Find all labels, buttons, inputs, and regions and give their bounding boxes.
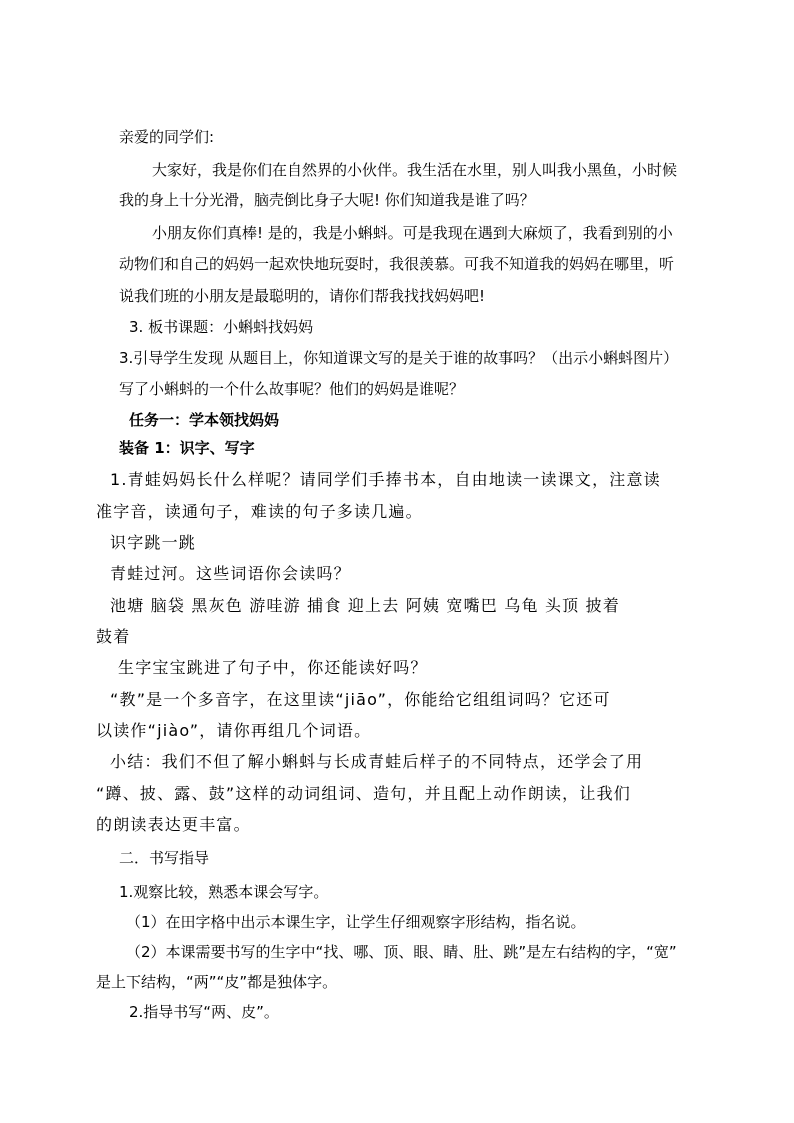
letter-paragraph-2-line-3: 说我们班的小朋友是最聪明的，请你们帮我找找妈妈吧! bbox=[119, 287, 486, 305]
step-guide-line-1: 3.引导学生发现 从题目上，你知道课文写的是关于谁的故事吗？（出示小蝌蚪图片） bbox=[119, 349, 679, 367]
equip-1-heading: 装备 1：识字、写字 bbox=[119, 439, 255, 457]
letter-paragraph-2-line-2: 动物们和自己的妈妈一起欢快地玩耍时，我很羡慕。可我不知道我的妈妈在哪里，听 bbox=[119, 255, 675, 273]
step-guide-line-2: 写了小蝌蚪的一个什么故事呢？他们的妈妈是谁呢？ bbox=[119, 380, 465, 398]
summary-line-3: 的朗读表达更丰富。 bbox=[96, 815, 251, 834]
step-board-title: 3. 板书课题：小蝌蚪找妈妈 bbox=[129, 318, 314, 336]
sentence-reading-line: 生字宝宝跳进了句子中，你还能读好吗？ bbox=[118, 658, 428, 677]
game-intro-line: 青蛙过河。这些词语你会读吗？ bbox=[110, 564, 351, 583]
letter-paragraph-1-line-1: 大家好，我是你们在自然界的小伙伴。我生活在水里，别人叫我小黑鱼，小时候 bbox=[152, 161, 678, 179]
letter-paragraph-1-line-2: 我的身上十分光滑，脑壳倒比身子大呢! 你们知道我是谁了吗？ bbox=[119, 191, 535, 209]
writing-step-2: 2.指导书写“两、皮”。 bbox=[129, 1003, 279, 1021]
polyphone-line-1: “教”是一个多音字，在这里读“jiāo”，你能给它组组词吗？它还可 bbox=[110, 690, 611, 709]
task-1-heading: 任务一：学本领找妈妈 bbox=[129, 411, 280, 429]
writing-step-1: 1.观察比较，熟悉本课会写字。 bbox=[119, 883, 329, 901]
letter-greeting: 亲爱的同学们: bbox=[119, 128, 215, 146]
summary-line-2: “蹲、披、露、鼓”这样的动词组词、造句，并且配上动作朗读，让我们 bbox=[96, 784, 631, 803]
word-list-line-1: 池塘 脑袋 黑灰色 游哇游 捕食 迎上去 阿姨 宽嘴巴 乌龟 头顶 披着 bbox=[110, 596, 621, 615]
writing-step-1a: （1）在田字格中出示本课生字，让学生仔细观察字形结构，指名说。 bbox=[126, 913, 586, 931]
question-1-line-2: 准字音，读通句子，难读的句子多读几遍。 bbox=[96, 502, 423, 521]
writing-step-1b-line-1: （2）本课需要书写的生字中“找、哪、顶、眼、睛、肚、跳”是左右结构的字，“宽” bbox=[126, 943, 677, 961]
summary-line-1: 小结：我们不但了解小蝌蚪与长成青蛙后样子的不同特点，还学会了用 bbox=[110, 752, 644, 771]
writing-step-1b-line-2: 是上下结构，“两”“皮”都是独体字。 bbox=[96, 973, 338, 991]
word-list-line-2: 鼓着 bbox=[96, 627, 131, 646]
polyphone-line-2: 以读作“jiào”，请你再组几个词语。 bbox=[96, 721, 372, 740]
letter-paragraph-2-line-1: 小朋友你们真棒! 是的，我是小蝌蚪。可是我现在遇到大麻烦了，我看到别的小 bbox=[152, 224, 673, 242]
question-1-line-1: 1.青蛙妈妈长什么样呢？请同学们手捧书本，自由地读一读课文，注意读 bbox=[110, 470, 661, 489]
game-title: 识字跳一跳 bbox=[110, 533, 197, 552]
section-2-heading: 二．书写指导 bbox=[119, 849, 210, 867]
